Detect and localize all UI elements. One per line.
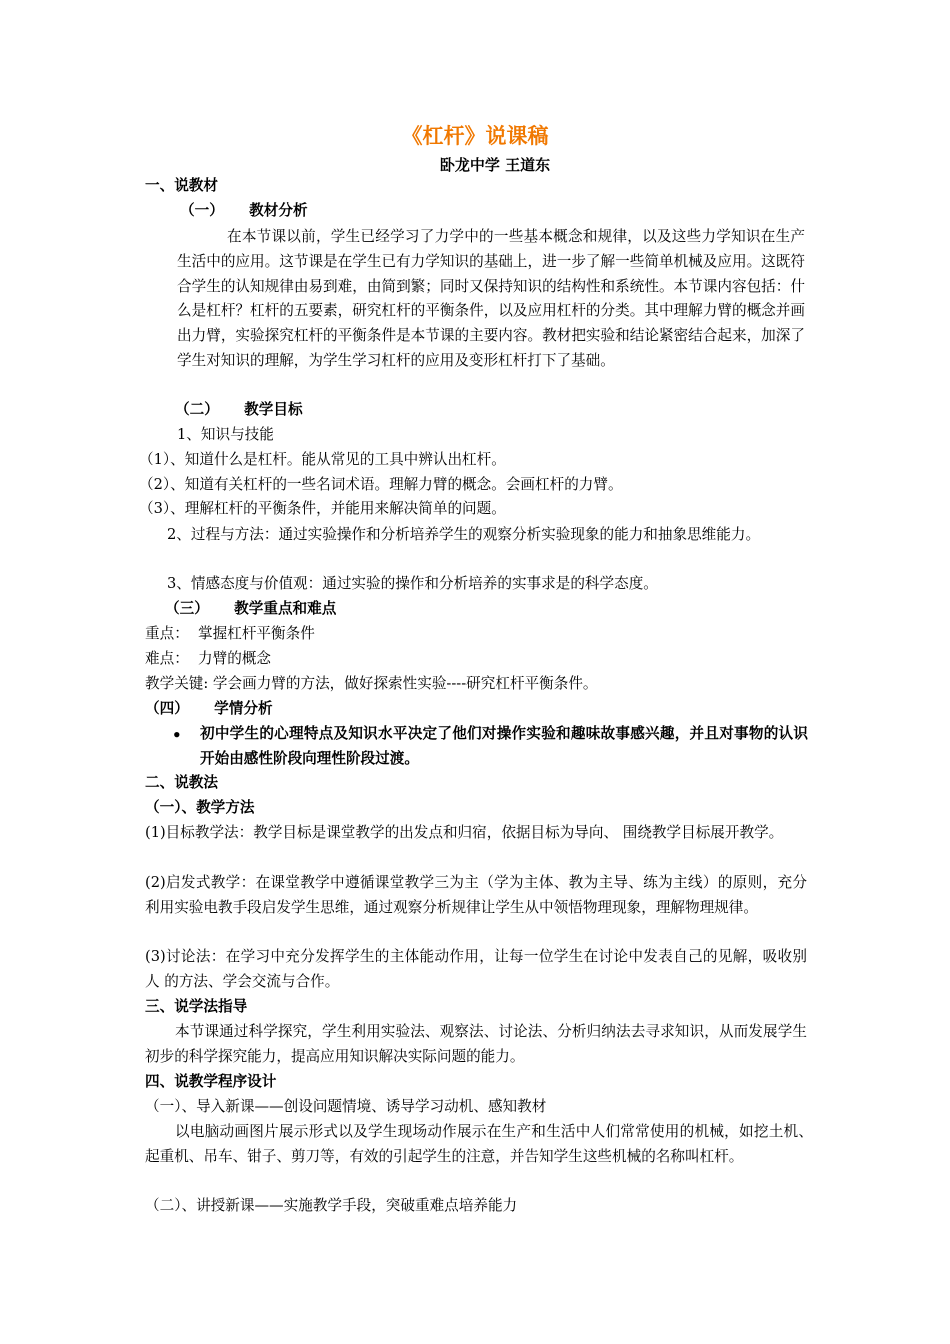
goal-process-method: 2、过程与方法：通过实验操作和分析培养学生的观察分析实验现象的能力和抽象思维能力。: [167, 526, 761, 543]
goal-knowledge-title: 1、知识与技能: [177, 426, 274, 443]
section-heading-4: 四、说教学程序设计: [145, 1073, 277, 1090]
section-heading-1: 一、说教材: [145, 177, 218, 194]
goal-attitude: 3、情感态度与价值观：通过实验的操作和分析培养的实事求是的科学态度。: [167, 575, 658, 592]
student-analysis-text: 初中学生的心理特点及知识水平决定了他们对操作实验和趣味故事感兴趣，并且对事物的认识开始由感性阶段向理性阶段过渡。: [200, 725, 808, 767]
method-3: (3)讨论法：在学习中充分发挥学生的主体能动作用，让每一位学生在讨论中发表自己的见解，吸收别人 的方法、学会交流与合作。: [145, 948, 807, 990]
paragraph-textbook-analysis: 在本节课以前，学生已经学习了力学中的一些基本概念和规律，以及这些力学知识在生产生活中的应用。这节课是在学生已有力学知识的基础上，进一步了解一些简单机械及应用。这既符合学生的认知规律由易到难，由简到繁；同时又保持知识的结构性和系统性。本节课内容包括：什么是杠杆？杠杆的五要素，研究杠杆的平衡条件，以及应用杠杆的分类。其中理解力臂的概念并画出力臂，实验探究杠杆的平衡条件是本节课的主要内容。教材把实验和结论紧密结合起来，加深了学生对知识的理解，为学生学习杠杆的应用及变形杠杆打下了基础。: [177, 228, 805, 369]
subheading-teaching-methods: （一）、教学方法: [145, 799, 255, 816]
goal-knowledge-item-3: （3）、理解杠杆的平衡条件，并能用来解决简单的问题。: [139, 500, 506, 517]
goal-knowledge-item-2: （2）、知道有关杠杆的一些名词术语。理解力臂的概念。会画杠杆的力臂。: [139, 476, 623, 493]
section-heading-2: 二、说教法: [145, 774, 218, 791]
bullet-icon: •: [172, 726, 182, 744]
difficult-point: 难点： 力臂的概念: [145, 650, 272, 667]
subheading-new-lesson: （二）、讲授新课——实施教学手段，突破重难点培养能力: [145, 1197, 518, 1214]
introduction-text: 以电脑动画图片展示形式以及学生现场动作展示在生产和生活中人们常常使用的机械，如挖土机、起重机、吊车、钳子、剪刀等，有效的引起学生的注意，并告知学生这些机械的名称叫杠杆。: [145, 1123, 813, 1165]
method-1: (1)目标教学法：教学目标是课堂教学的出发点和归宿，依据目标为导向、 围绕教学目标展开教学。: [145, 824, 784, 841]
goal-knowledge-item-1: （1）、知道什么是杠杆。能从常见的工具中辨认出杠杆。: [139, 451, 506, 468]
section-heading-3: 三、说学法指导: [145, 998, 248, 1015]
key-point: 重点： 掌握杠杆平衡条件: [145, 625, 315, 642]
subheading-introduction: （一）、导入新课——创设问题情境、诱导学习动机、感知教材: [145, 1098, 547, 1115]
document-author: 卧龙中学 王道东: [439, 156, 551, 174]
teaching-crux: 教学关键: 学会画力臂的方法，做好探索性实验----研究杠杆平衡条件。: [145, 675, 598, 692]
subheading-key-difficult: （三） 教学重点和难点: [165, 600, 337, 617]
method-2: (2)启发式教学：在课堂教学中遵循课堂教学三为主（学为主体、教为主导、练为主线）的原则，充分利用实验电教手段启发学生思维，通过观察分析规律让学生从中领悟物理现象，理解物理规律。: [145, 874, 807, 916]
subheading-textbook-analysis: （一） 教材分析: [180, 202, 308, 219]
subheading-teaching-goals: （二） 教学目标: [175, 401, 303, 418]
learning-guidance-text: 本节课通过科学探究，学生利用实验法、观察法、讨论法、分析归纳法去寻求知识，从而发展学生初步的科学探究能力，提高应用知识解决实际问题的能力。: [145, 1023, 807, 1065]
subheading-student-analysis: （四） 学情分析: [145, 700, 273, 717]
document-title: 《杠杆》说课稿: [401, 124, 549, 148]
